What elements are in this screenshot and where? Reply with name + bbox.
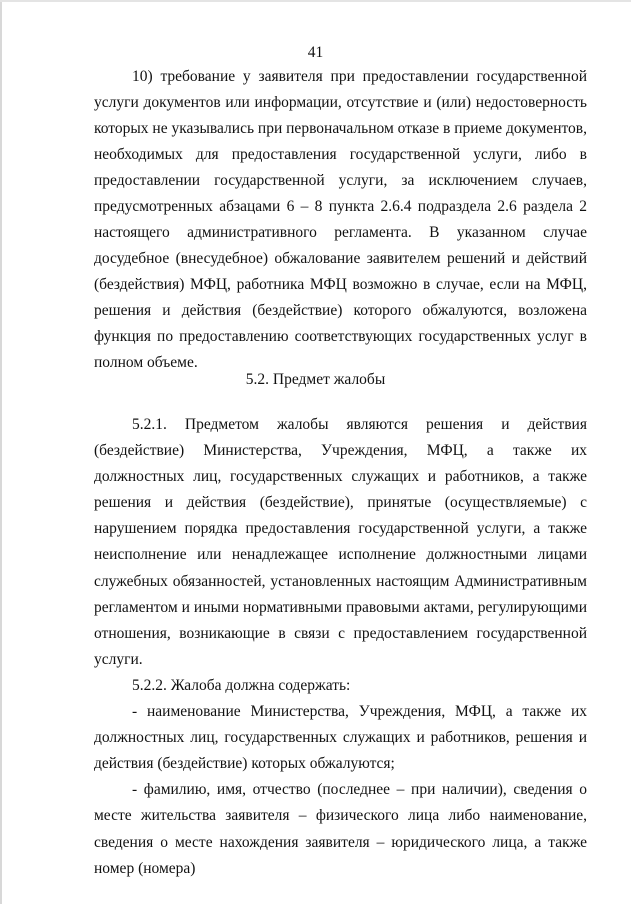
text-block-section-5-2 <box>94 412 587 882</box>
paragraph-5-2-1: 5.2.1. Предметом жалобы являются решения и действия (бездействие) Министерства, Учреждения, МФЦ, а также их должностных лиц, государственных служащих и работников, а также решения и действия (бездействие), принятые (осуществляемые) с нарушением порядка предоставления государственной услуги, а также неисполнение или ненадлежащее исполнение должностными лицами служебных обязанностей, установленных настоящим Административным регламентом и иными нормативными правовыми актами, регулирующими отношения, возникающие в связи с предоставлением государственной услуги. <box>94 416 587 668</box>
bullet-item-2: - фамилию, имя, отчество (последнее – при наличии), сведения о месте жительства заявителя – физического лица либо наименование, сведения о месте нахождения заявителя – юридического лица, а также номер (номера) <box>94 781 587 877</box>
section-heading: 5.2. Предмет жалобы <box>245 371 386 388</box>
scan-edge-left <box>0 0 2 904</box>
paragraph-item-10: 10) требование у заявителя при предоставлении государственной услуги документов или информации, отсутствие и (или) недостоверность которых не указывались при первоначальном отказе в приеме документов, необходимых для предоставления государственной услуги, либо в предоставлении государственной услуги, за исключением случаев, предусмотренных абзацами 6 – 8 пункта 2.6.4 подраздела 2.6 раздела 2 настоящего административного регламента. В указанном случае досудебное (внесудебное) обжалование заявителем решений и действий (бездействия) МФЦ, работника МФЦ возможно в случае, если на МФЦ, решения и действия (бездействие) которого обжалуются, возложена функция по предоставлению соответствующих государственных услуг в полном объеме. <box>94 68 587 371</box>
page-number: 41 <box>307 44 324 61</box>
text-block-item-10 <box>94 64 587 376</box>
scan-edge-top <box>0 0 631 2</box>
paragraph-5-2-2: 5.2.2. Жалоба должна содержать: <box>132 676 351 694</box>
bullet-item-1: - наименование Министерства, Учреждения, МФЦ, а также их должностных лиц, государственных служащих и работников, решения и действия (бездействие) которых обжалуются; <box>94 703 587 773</box>
